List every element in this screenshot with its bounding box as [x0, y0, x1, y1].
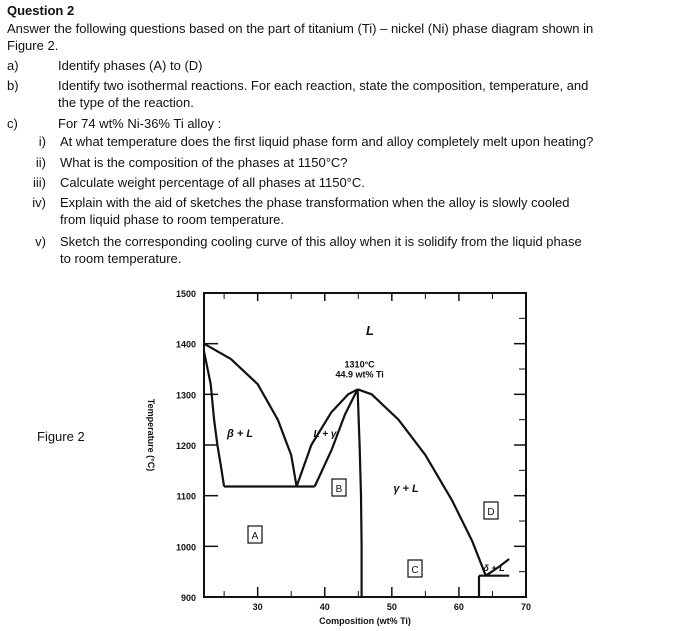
phase-c-label: C: [411, 565, 419, 576]
gamma-liquidus-right-curve: [358, 389, 486, 575]
phase-b-label: B: [335, 484, 343, 495]
y-tick-label: 1500: [175, 289, 196, 299]
y-tick-label: 1000: [175, 542, 196, 553]
y-tick-label: 1400: [175, 339, 196, 350]
subpart-iii-label: iii): [33, 175, 46, 190]
subpart-iv-label: iv): [32, 195, 46, 210]
part-a-label: a): [7, 58, 19, 73]
part-b-text-2: the type of the reaction.: [58, 95, 194, 110]
gamma-solidus-right-curve: [358, 389, 362, 597]
y-tick-label: 1100: [176, 491, 196, 502]
x-tick-label: 60: [453, 602, 464, 612]
part-c-text: For 74 wt% Ni-36% Ti alloy :: [58, 116, 222, 131]
y-tick-label: 1200: [175, 441, 196, 451]
question-title: Question 2: [7, 3, 75, 18]
annotation-composition: 44.9 wt% Ti: [335, 369, 384, 380]
subpart-iii-text: Calculate weight percentage of all phases at 1150°C.: [60, 175, 365, 190]
subpart-iv-text-1: Explain with the aid of sketches the phase transformation when the alloy is slowly cooled: [60, 195, 570, 210]
intro-line-1: Answer the following questions based on the part of titanium (Ti) – nickel (Ni) phase diagram shown in: [7, 21, 594, 36]
annotation-temperature: 1310°C: [344, 359, 375, 370]
subpart-i-label: i): [38, 134, 46, 149]
figure-label: Figure 2: [37, 429, 85, 444]
phase-a-label: A: [251, 531, 259, 542]
part-a-text: Identify phases (A) to (D): [58, 58, 203, 73]
liquid-region-label: L: [366, 323, 374, 338]
subpart-ii-label: ii): [35, 155, 46, 170]
part-b-label: b): [7, 78, 19, 93]
subpart-ii-text: What is the composition of the phases at 1150°C?: [60, 155, 348, 170]
subpart-v-text-1: Sketch the corresponding cooling curve of this alloy when it is solidify from the liquid phase: [60, 234, 582, 249]
y-tick-label: 900: [180, 593, 196, 603]
x-tick-label: 30: [252, 602, 263, 612]
liquid-gamma-region-label: L + γ: [313, 429, 337, 440]
subpart-v-label: v): [35, 234, 46, 249]
subpart-i-text: At what temperature does the first liquid phase form and alloy completely melt upon heating?: [60, 134, 594, 149]
y-axis-title: Temperature (°C): [146, 398, 156, 472]
beta-solvus-curve: [204, 351, 224, 486]
y-tick-label: 1300: [175, 390, 196, 401]
phase-d-label: D: [487, 507, 495, 518]
part-b-text-1: Identify two isothermal reactions. For each reaction, state the composition, temperature, and: [58, 78, 589, 93]
subpart-v-text-2: to room temperature.: [60, 251, 182, 266]
part-c-label: c): [7, 116, 18, 131]
gamma-liquid-region-label: γ + L: [393, 483, 419, 495]
x-tick-label: 40: [319, 602, 330, 612]
subpart-iv-text-2: from liquid phase to room temperature.: [60, 212, 284, 227]
plot-frame: [204, 293, 526, 597]
x-tick-label: 50: [386, 602, 397, 612]
x-axis-title: Composition (wt% Ti): [319, 616, 411, 626]
delta-liquid-region-label: δ + L: [483, 563, 505, 573]
intro-line-2: Figure 2.: [7, 38, 59, 53]
beta-liquid-region-label: β + L: [226, 428, 254, 440]
liquidus-left-curve: [204, 344, 297, 487]
x-tick-label: 70: [520, 602, 532, 612]
